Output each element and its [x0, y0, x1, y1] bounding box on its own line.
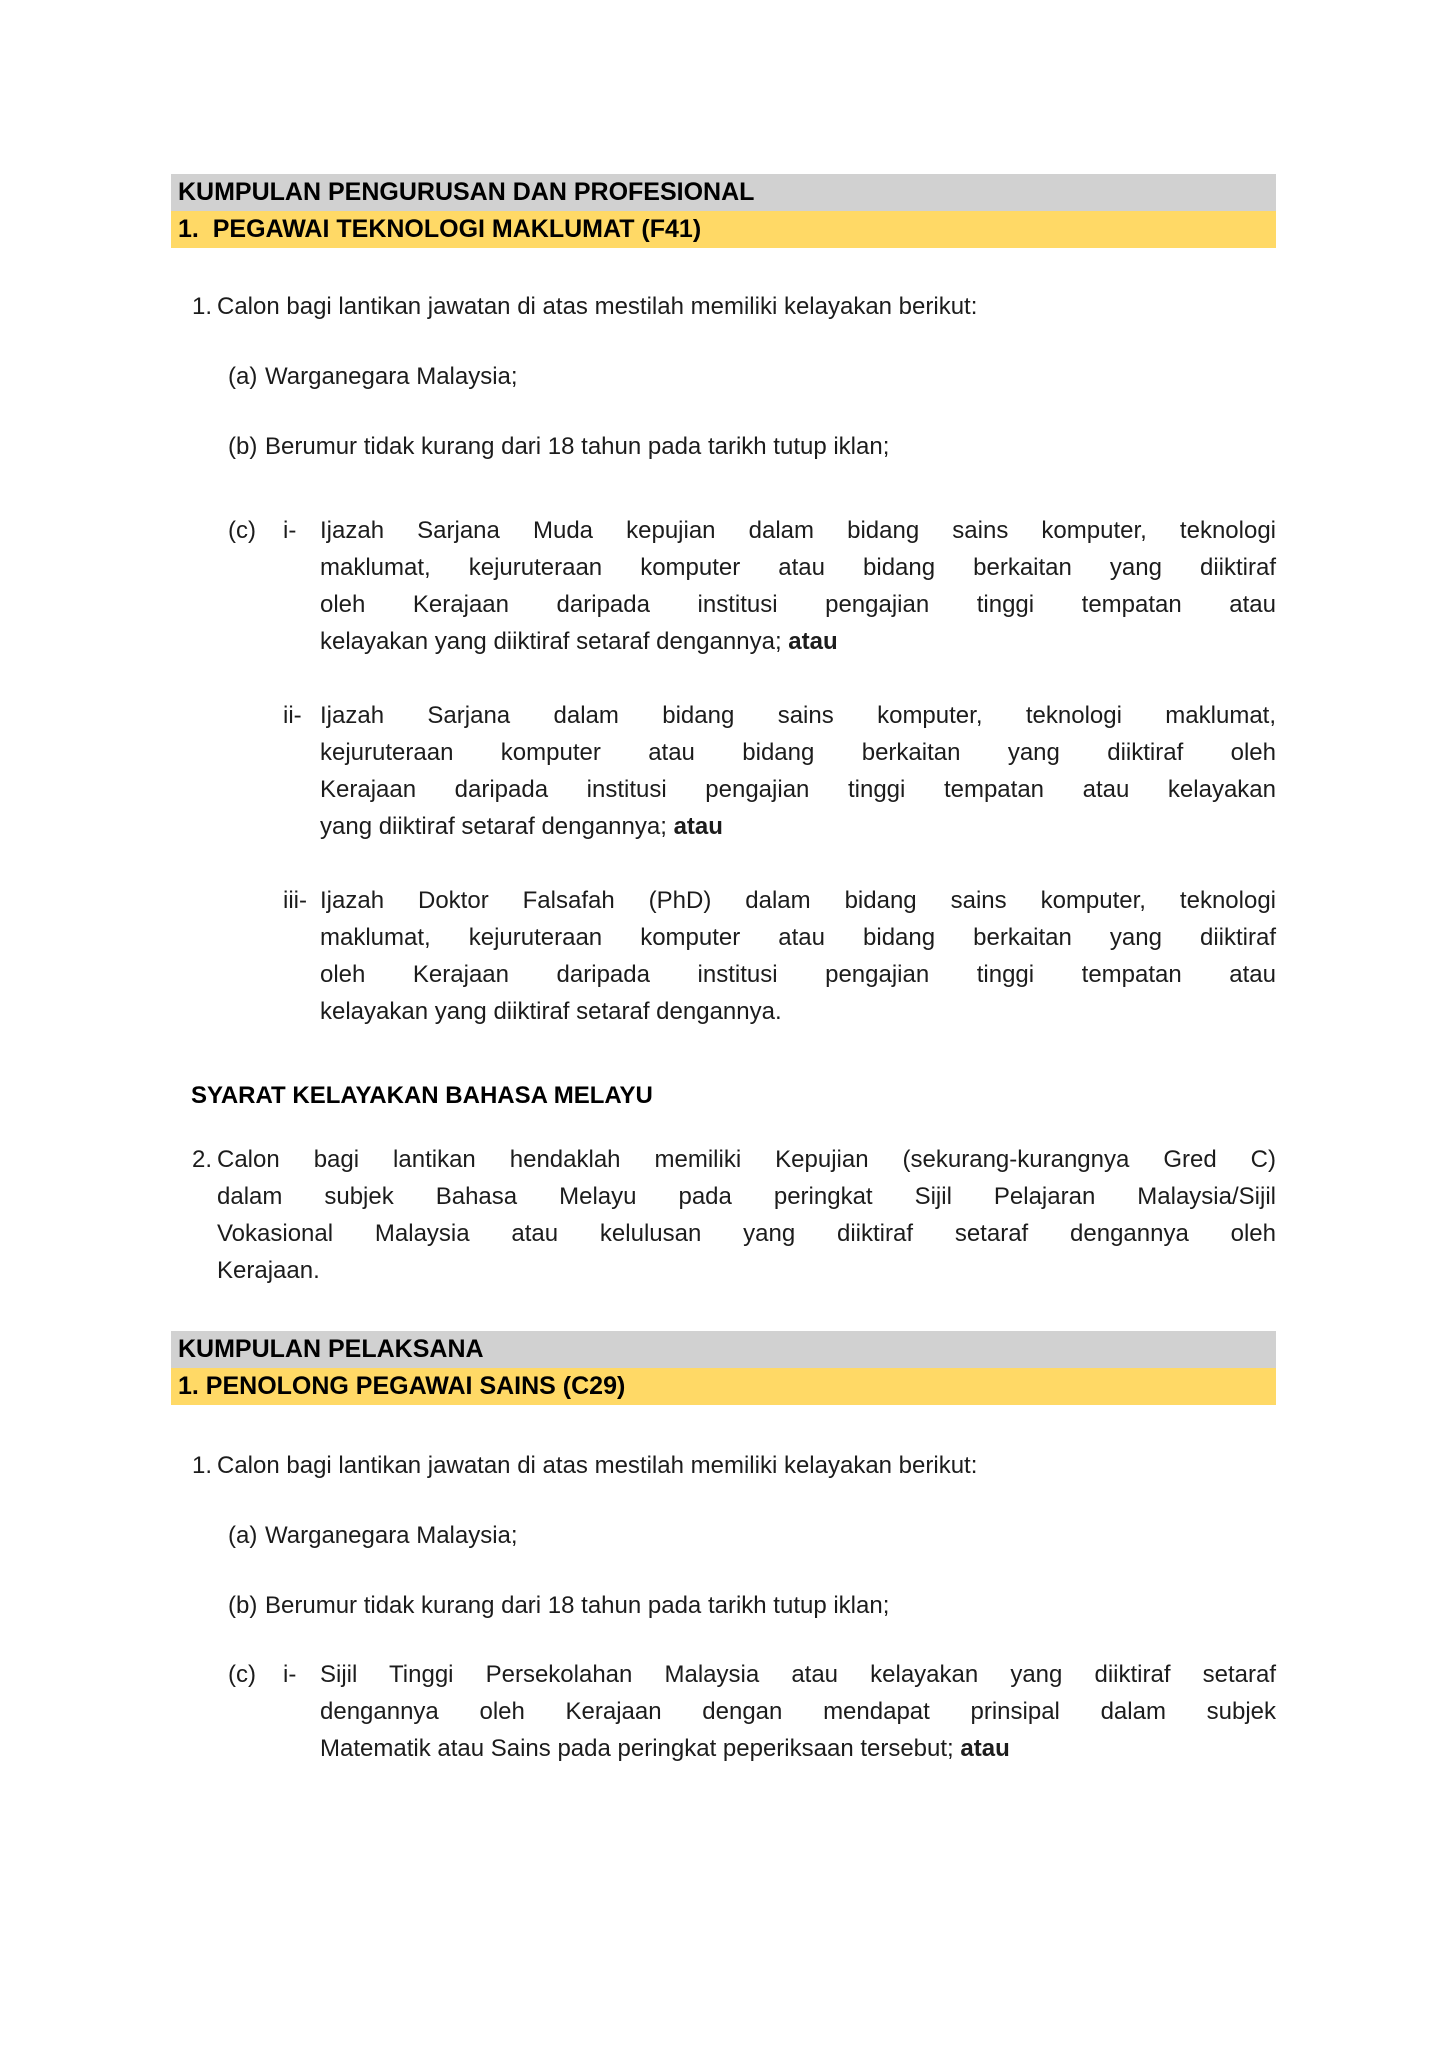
bold-connector: atau — [960, 1735, 1010, 1762]
paragraph-line: oleh Kerajaan daripada institusi pengajian tinggi tempatan atau — [320, 961, 1276, 988]
paragraph-line: Calon bagi lantikan hendaklah memiliki Kepujian (sekurang-kurangnya Gred C) — [217, 1146, 1276, 1173]
roman-paragraph — [320, 697, 1276, 845]
list-item-1 — [171, 1447, 1276, 1484]
bold-connector: atau — [673, 813, 723, 840]
list-text: Calon bagi lantikan jawatan di atas mestilah memiliki kelayakan berikut: — [217, 1452, 978, 1479]
letter-text: Warganegara Malaysia; — [265, 363, 518, 390]
paragraph-line: maklumat, kejuruteraan komputer atau bidang berkaitan yang diiktiraf — [320, 924, 1276, 951]
letter-item-a — [171, 1517, 1276, 1554]
list-item-1 — [171, 288, 1276, 325]
paragraph-last-line — [320, 623, 1276, 660]
paragraph-text: Matematik atau Sains pada peringkat peperiksaan tersebut; — [320, 1735, 961, 1762]
roman-item-ii — [171, 697, 1276, 845]
bold-connector: atau — [788, 628, 838, 655]
paragraph-text: yang diiktiraf setaraf dengannya; — [320, 813, 674, 840]
list-number: 2. — [192, 1146, 213, 1173]
roman-marker: i- — [283, 1661, 297, 1688]
roman-item-iii — [171, 882, 1276, 1030]
letter-item-a — [171, 358, 1276, 395]
paragraph-last-line — [320, 993, 1276, 1030]
list-number: 1. — [192, 293, 213, 320]
paragraph-line: Vokasional Malaysia atau kelulusan yang diiktiraf setaraf dengannya oleh — [217, 1220, 1276, 1247]
paragraph-line: kejuruteraan komputer atau bidang berkaitan yang diiktiraf oleh — [320, 739, 1276, 766]
letter-item-b — [171, 1587, 1276, 1624]
letter-text: Berumur tidak kurang dari 18 tahun pada tarikh tutup iklan; — [265, 433, 890, 460]
letter-marker: (c) — [228, 517, 256, 544]
roman-marker: ii- — [283, 702, 302, 729]
list-text: Calon bagi lantikan jawatan di atas mestilah memiliki kelayakan berikut: — [217, 293, 978, 320]
paragraph-line: Sijil Tinggi Persekolahan Malaysia atau kelayakan yang diiktiraf setaraf — [320, 1661, 1276, 1688]
paragraph-last-line — [320, 808, 1276, 845]
letter-text: Berumur tidak kurang dari 18 tahun pada tarikh tutup iklan; — [265, 1592, 890, 1619]
paragraph-line: dengannya oleh Kerajaan dengan mendapat prinsipal dalam subjek — [320, 1698, 1276, 1725]
letter-item-b — [171, 428, 1276, 465]
paragraph-text: kelayakan yang diiktiraf setaraf dengannya. — [320, 998, 782, 1025]
heading-syarat-kelayakan-bahasa-melayu: SYARAT KELAYAKAN BAHASA MELAYU — [191, 1082, 653, 1109]
group-header-bar-pelaksana: KUMPULAN PELAKSANA — [171, 1331, 1276, 1368]
paragraph-text: kelayakan yang diiktiraf setaraf dengannya; — [320, 628, 789, 655]
document-content — [171, 174, 1276, 1767]
list-number: 1. — [192, 1452, 213, 1479]
letter-marker: (a) — [228, 363, 258, 390]
roman-paragraph — [320, 882, 1276, 1030]
paragraph-line: Ijazah Doktor Falsafah (PhD) dalam bidang sains komputer, teknologi — [320, 887, 1276, 914]
letter-marker: (b) — [228, 433, 258, 460]
letter-item-c-roman-i — [171, 512, 1276, 660]
job-title-bar-penolong-pegawai-sains: 1. PENOLONG PEGAWAI SAINS (C29) — [171, 1368, 1276, 1405]
list-paragraph — [217, 1141, 1276, 1289]
letter-marker: (a) — [228, 1522, 258, 1549]
paragraph-line: Ijazah Sarjana dalam bidang sains komputer, teknologi maklumat, — [320, 702, 1276, 729]
letter-text: Warganegara Malaysia; — [265, 1522, 518, 1549]
letter-marker: (b) — [228, 1592, 258, 1619]
paragraph-line: dalam subjek Bahasa Melayu pada peringkat Sijil Pelajaran Malaysia/Sijil — [217, 1183, 1276, 1210]
paragraph-line: Ijazah Sarjana Muda kepujian dalam bidang sains komputer, teknologi — [320, 517, 1276, 544]
roman-paragraph — [320, 1656, 1276, 1767]
roman-paragraph — [320, 512, 1276, 660]
paragraph-line: maklumat, kejuruteraan komputer atau bidang berkaitan yang diiktiraf — [320, 554, 1276, 581]
letter-item-c-roman-i — [171, 1656, 1276, 1767]
roman-marker: iii- — [283, 887, 307, 914]
list-item-2 — [171, 1141, 1276, 1289]
paragraph-line: Kerajaan daripada institusi pengajian tinggi tempatan atau kelayakan — [320, 776, 1276, 803]
group-header-bar-pengurusan: KUMPULAN PENGURUSAN DAN PROFESIONAL — [171, 174, 1276, 211]
paragraph-line: oleh Kerajaan daripada institusi pengajian tinggi tempatan atau — [320, 591, 1276, 618]
roman-marker: i- — [283, 517, 297, 544]
paragraph-last-line — [320, 1730, 1276, 1767]
job-title-bar-pegawai-teknologi-maklumat: 1. PEGAWAI TEKNOLOGI MAKLUMAT (F41) — [171, 211, 1276, 248]
paragraph-last-line: Kerajaan. — [217, 1257, 320, 1284]
letter-marker: (c) — [228, 1661, 256, 1688]
